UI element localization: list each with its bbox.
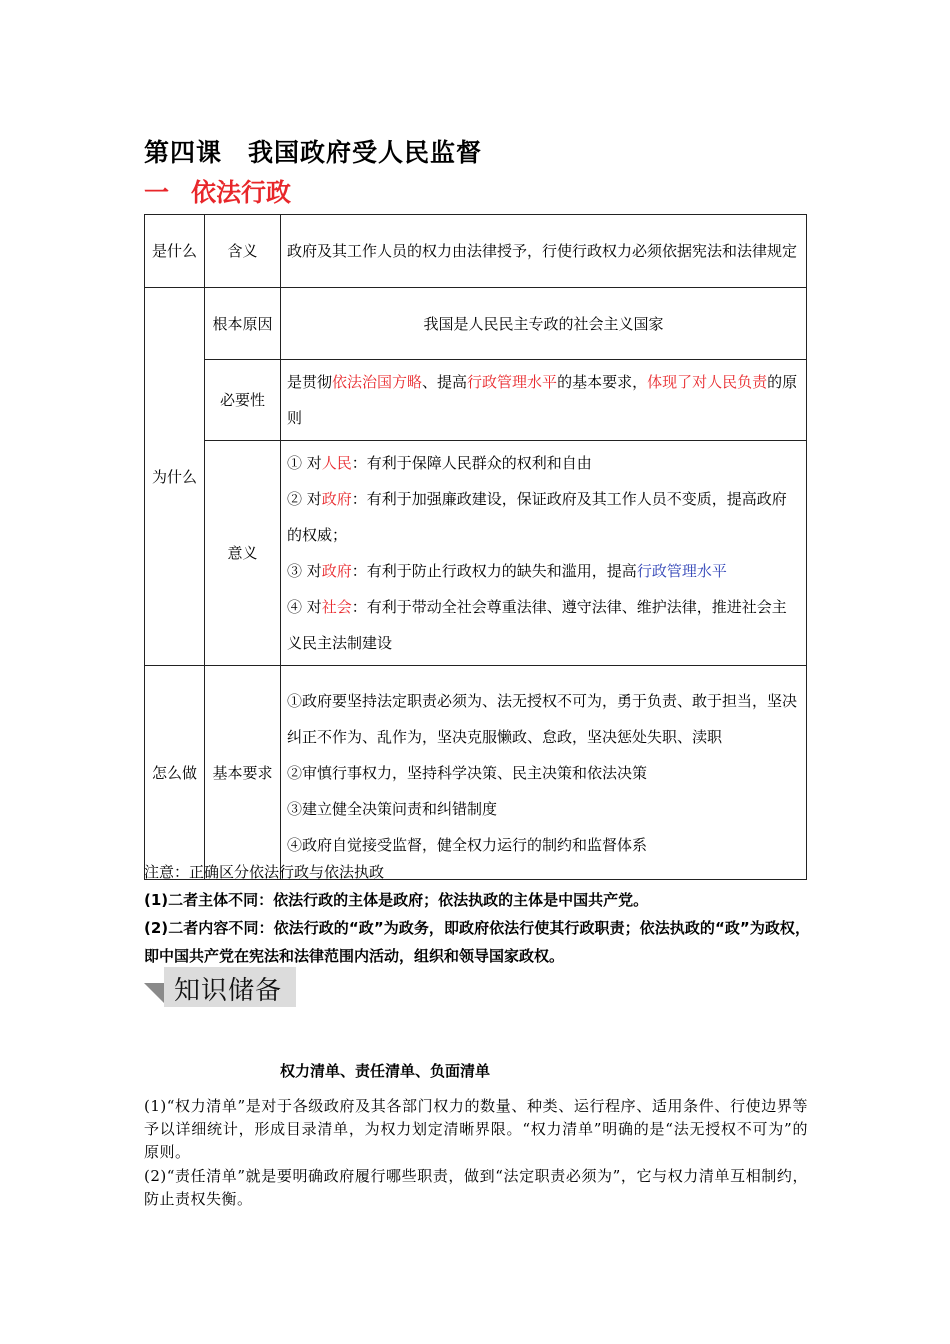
list-item-text: ：有利于防止行政权力的缺失和滥用，提高 — [351, 562, 637, 580]
note-item: (1)二者主体不同：依法行政的主体是政府；依法执政的主体是中国共产党。 — [144, 891, 649, 909]
text-span: 、提高 — [422, 373, 468, 391]
highlight-text: 体现了对人民负责 — [647, 373, 768, 391]
row-header-how: 怎么做 — [145, 666, 205, 880]
table-row — [145, 666, 807, 880]
knowledge-paragraph: (1)“权力清单”是对于各级政府及其各部门权力的数量、种类、运行程序、适用条件、行使边界等予以详细统计，形成目录清单，为权力划定清晰界限。“权力清单”明确的是“法无授权不可为”的原则。 — [144, 1097, 808, 1161]
list-item — [287, 553, 800, 589]
banner-label: 知识储备 — [174, 976, 283, 1006]
list-item: ①政府要坚持法定职责必须为、法无授权不可为，勇于负责、敢于担当，坚决纠正不作为、乱作为，坚决克服懒政、怠政，坚决惩处失职、渎职 — [287, 691, 798, 746]
knowledge-banner — [144, 967, 296, 1011]
list-item-prefix: ④ 对 — [287, 598, 322, 616]
list-item — [287, 445, 800, 481]
highlight-text: 政府 — [321, 562, 352, 580]
list-item-text: ：有利于保障人民群众的权利和自由 — [351, 454, 592, 472]
cell-label-necessity: 必要性 — [205, 360, 281, 441]
row-header-why: 为什么 — [145, 288, 205, 666]
section-heading — [144, 173, 291, 209]
cell-significance-list — [281, 441, 807, 666]
list-item: ②审慎行事权力，坚持科学决策、民主决策和依法决策 — [287, 763, 648, 782]
page-title: 第四课 我国政府受人民监督 — [144, 138, 483, 167]
text-span: 是贯彻 — [287, 373, 333, 391]
cell-label-basic-requirements: 基本要求 — [205, 666, 281, 880]
section-name: 依法行政 — [191, 178, 292, 207]
cell-label-significance: 意义 — [205, 441, 281, 666]
table-row — [145, 215, 807, 288]
table-row — [145, 441, 807, 666]
summary-table — [144, 214, 807, 880]
knowledge-paragraph: (2)“责任清单”就是要明确政府履行哪些职责，做到“法定职责必须为”，它与权力清单互相制约，防止责权失衡。 — [144, 1167, 808, 1208]
note-item: (2)二者内容不同：依法行政的“政”为政务，即政府依法行使其行政职责；依法执政的“政”为政权，即中国共产党在宪法和法律范围内活动，组织和领导国家政权。 — [144, 919, 810, 965]
cell-necessity-text — [281, 360, 807, 441]
cell-label-root-cause: 根本原因 — [205, 288, 281, 360]
list-item-prefix: ③ 对 — [287, 562, 322, 580]
highlight-text: 社会 — [321, 598, 352, 616]
list-item: ③建立健全决策问责和纠错制度 — [287, 799, 498, 818]
list-item-text: ：有利于加强廉政建设，保证政府及其工作人员不变质，提高政府的权威； — [287, 490, 787, 544]
banner-triangle-icon — [144, 983, 166, 1005]
highlight-text: 依法治国方略 — [332, 373, 423, 391]
table-row — [145, 360, 807, 441]
list-item — [287, 589, 800, 661]
text-span: 的基本要求， — [557, 373, 648, 391]
table-row — [145, 288, 807, 360]
knowledge-subtitle: 权力清单、责任清单、负面清单 — [280, 1062, 491, 1080]
cell-requirements-list — [281, 666, 807, 880]
list-item-text: ：有利于带动全社会尊重法律、遵守法律、维护法律，推进社会主义民主法制建设 — [287, 598, 787, 652]
highlight-text: 政府 — [321, 490, 352, 508]
cell-root-cause-text: 我国是人民民主专政的社会主义国家 — [281, 288, 807, 360]
list-item — [287, 481, 800, 553]
section-number: 一 — [144, 178, 170, 207]
list-item-prefix: ① 对 — [287, 454, 322, 472]
cell-label-meaning: 含义 — [205, 215, 281, 288]
list-item-prefix: ② 对 — [287, 490, 322, 508]
list-item: ④政府自觉接受监督，健全权力运行的制约和监督体系 — [287, 835, 648, 854]
highlight-text: 行政管理水平 — [467, 373, 558, 391]
row-header-what: 是什么 — [145, 215, 205, 288]
highlight-text: 人民 — [321, 454, 352, 472]
notes-heading: 注意：正确区分依法行政与依法执政 — [144, 863, 385, 881]
highlight-text-blue: 行政管理水平 — [636, 562, 727, 580]
notes-block — [144, 858, 810, 970]
text-span: 的原则 — [287, 373, 798, 427]
cell-meaning-text: 政府及其工作人员的权力由法律授予，行使行政权力必须依据宪法和法律规定 — [281, 215, 807, 288]
